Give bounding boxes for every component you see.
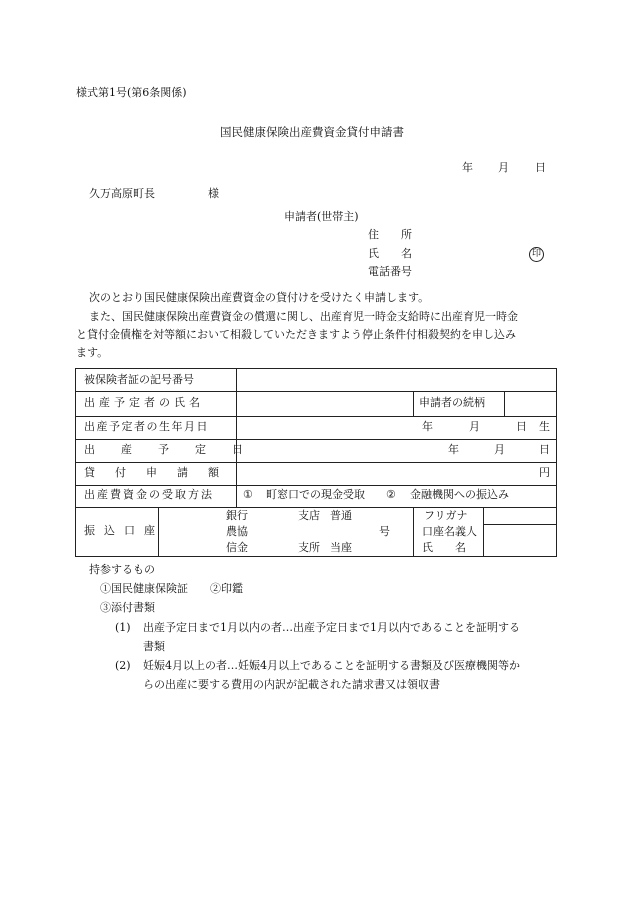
label-receipt-method: 出産費資金の受取方法 — [84, 488, 214, 501]
due-month-label: 月 — [494, 443, 505, 456]
label-account-holder: 口座名義人 — [422, 525, 477, 538]
label-expectant-name: 出産予定者の氏名 — [84, 396, 204, 409]
branch-type-shiten[interactable]: 支店 — [298, 509, 320, 522]
bank-type-ginkou[interactable]: 銀行 — [226, 509, 248, 522]
option-2-transfer[interactable]: 金融機関への振込み — [410, 488, 509, 501]
date-month-label: 月 — [498, 161, 509, 174]
body-line-4: ます。 — [76, 346, 109, 359]
label-transfer-account: 振込口座 — [84, 524, 164, 537]
label-insurance-number — [84, 373, 232, 387]
row-divider — [76, 391, 556, 392]
birth-suffix-label: 生 — [539, 420, 550, 433]
items-heading: 持参するもの — [89, 563, 155, 576]
application-table — [75, 368, 557, 557]
birth-day-label: 日 — [516, 420, 527, 433]
sub-item-1-line-1: 出産予定日まで1月以内の者…出産予定日まで1月以内であることを証明する — [143, 621, 520, 634]
applicant-phone-label: 電話番号 — [368, 265, 412, 278]
loan-amount-field[interactable] — [239, 464, 529, 484]
item-insurance-seal: ①国民健康保険証 ②印鑑 — [100, 582, 243, 595]
row-divider — [76, 439, 556, 440]
expectant-name-field[interactable] — [239, 394, 411, 414]
col-divider — [504, 391, 505, 416]
yen-label: 円 — [539, 466, 550, 479]
furigana-field[interactable] — [486, 509, 554, 523]
bank-type-noukyou[interactable]: 農協 — [226, 525, 248, 538]
col-divider — [413, 507, 414, 556]
addressee: 久万高原町長 — [89, 187, 155, 200]
sub-item-2-line-2: らの出産に要する費用の内訳が記載された請求書又は領収書 — [143, 678, 440, 691]
form-title: 国民健康保険出産費資金貸付申請書 — [220, 125, 404, 139]
label-relation: 申請者の続柄 — [419, 396, 485, 409]
label-loan-amount: 貸付申請額 — [84, 466, 239, 479]
label-holder-name: 氏 名 — [422, 541, 466, 554]
option-1-number[interactable]: ① — [243, 488, 253, 501]
account-holder-field[interactable] — [486, 527, 554, 554]
label-due-date: 出産予定日 — [84, 443, 269, 456]
col-divider — [483, 507, 484, 556]
account-number-suffix: 号 — [379, 525, 390, 538]
addressee-honorific: 様 — [208, 187, 219, 200]
row-divider — [483, 524, 556, 525]
date-year-label: 年 — [462, 161, 473, 174]
due-day-label: 日 — [539, 443, 550, 456]
date-day-label: 日 — [535, 161, 546, 174]
row-divider — [76, 485, 556, 486]
due-year-label: 年 — [448, 443, 459, 456]
birth-year-label: 年 — [422, 420, 433, 433]
insurance-number-field[interactable] — [239, 371, 553, 389]
body-line-1: 次のとおり国民健康保険出産費資金の貸付けを受けたく申請します。 — [89, 291, 430, 304]
sub-item-2-line-1: 妊娠4月以上の者…妊娠4月以上であることを証明する書類及び医療機関等か — [143, 659, 520, 672]
account-type-futsuu[interactable]: 普通 — [330, 509, 352, 522]
col-divider — [413, 391, 414, 416]
body-line-2: また、国民健康保険出産費資金の償還に関し、出産育児一時金支給時に出産育児一時金 — [89, 310, 518, 323]
relation-field[interactable] — [507, 394, 554, 414]
seal-text: 印 — [529, 247, 544, 262]
option-1-cash[interactable]: 町窓口での現金受取 — [266, 488, 365, 501]
seal-mark — [529, 246, 544, 262]
row-divider — [76, 507, 556, 508]
account-type-touza[interactable]: 当座 — [330, 541, 352, 554]
col-divider — [236, 369, 237, 507]
sub-item-2-number: (2) — [115, 659, 131, 672]
option-2-number[interactable]: ② — [386, 488, 396, 501]
label-birth-date: 出産予定者の生年月日 — [84, 420, 209, 433]
branch-type-shisho[interactable]: 支所 — [298, 541, 320, 554]
form-number: 様式第1号(第6条関係) — [76, 86, 187, 99]
applicant-address-label: 住 所 — [368, 228, 412, 241]
applicant-name-label: 氏 名 — [368, 247, 412, 260]
item-attachments: ③添付書類 — [100, 601, 155, 614]
sub-item-1-line-2: 書類 — [143, 640, 165, 653]
label-furigana: フリガナ — [424, 509, 468, 522]
applicant-heading: 申請者(世帯主) — [284, 210, 359, 223]
row-divider — [76, 462, 556, 463]
row-divider — [76, 416, 556, 417]
birth-month-label: 月 — [469, 420, 480, 433]
body-line-3: と貸付金債権を対等額において相殺していただきますよう停止条件付相殺契約を申し込み — [76, 328, 516, 341]
bank-type-shinkin[interactable]: 信金 — [226, 541, 248, 554]
label-text: 被保険者証の記号番号 — [84, 373, 194, 386]
sub-item-1-number: (1) — [115, 621, 131, 634]
